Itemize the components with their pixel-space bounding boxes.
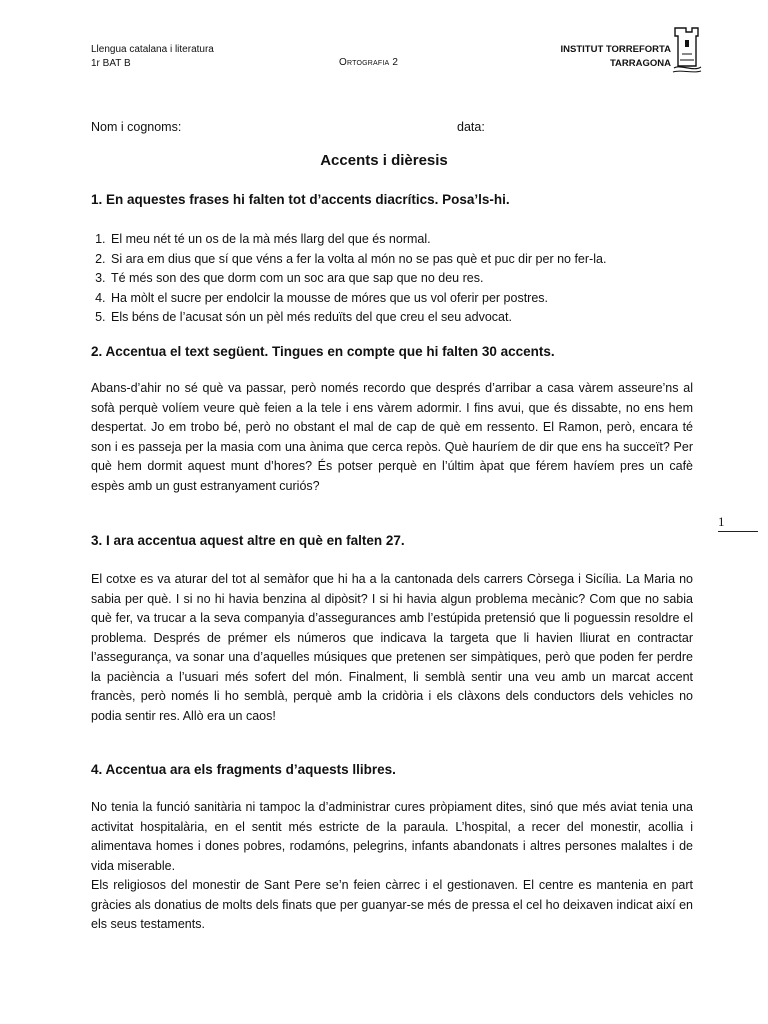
question-2-heading: 2. Accentua el text següent. Tingues en compte que hi falten 30 accents. [91,344,555,359]
header-left [91,43,214,71]
page-title: Accents i dièresis [320,152,448,169]
fragment-1: No tenia la funció sanitària ni tampoc la d’administrar cures pròpiament dites, sinó que més aviat tenia una activitat hospitalària, en el sentit més estricte de la paraula. L’hospital, a recer del monestir, acollia i alimentava homes i dones pobres, rodamóns, pelegrins, infants abandonats i altres persones malaltes i de vida miserable. [91,800,693,873]
school-name: INSTITUT TORREFORTA [560,44,671,55]
fragment-2: Els religiosos del monestir de Sant Pere se’n feien càrrec i el gestionaven. El centre es mantenia en part gràcies als donatius de molts dels finats que per guanyar-se més de pressa el cel ho deixaven indicat així en els seus testaments. [91,878,693,931]
header-right [561,43,671,71]
sentence-list [91,230,709,328]
tower-icon [672,26,702,74]
question-4-heading: 4. Accentua ara els fragments d’aquests llibres. [91,762,396,777]
subject-label: Llengua catalana i literatura [91,44,214,55]
question-3-text: El cotxe es va aturar del tot al semàfor que hi ha a la cantonada dels carrers Còrsega i Sicília. La Maria no sabia per què. I si no hi havia benzina al dipòsit? I si hi havia algun problema mecànic? Com que no sabia què fer, va trucar a la seva companyia d’assegurances amb l’estúpida pretensió que li poguessin resoldre el problema. Després de prémer els números que indicava la targeta que li havien lliurat en contractar l’assegurança, va sonar una d’aquelles músiques que pretenen ser simpàtiques, però que poden fer perdre la paciència a l’usuari més sofert del món. Finalment, li semblà sentir una veu amb un marcat accent francès, però només li ho semblà, perquè amb la cridòria i els clàxons dels conductors dels vehicles no podia sentir res. Allò era un caos! [91,572,693,723]
sentence-item: 3. Té més son des que dorm com un soc ara que sap que no deu res. [109,269,709,289]
question-4-text [91,798,693,935]
page-number: 1 [718,514,725,529]
page-number-rule [718,531,758,532]
course-label: 1r BAT B [91,58,131,69]
question-1-heading: 1. En aquestes frases hi falten tot d’accents diacrítics. Posa’ls-hi. [91,192,510,207]
question-2-text: Abans-d’ahir no sé què va passar, però només recordo que després d’arribar a casa vàrem asseure’ns al sofà perquè volíem veure què feien a la tele i ens vàrem adormir. I fins avui, que és dissabte, no ens hem despertat. Jo em trobo bé, però no obstant el mal de cap de què em ressento. El Ramon, però, encara té son i es passeja per la masia com una ànima que cerca repòs. Què hauríem de dir que ens ha succeït? Per què hem dormit aquest munt d’hores? És potser perquè en l’últim àpat que férem havíem pres un cafè espès amb un gust estranyament curiós? [91,381,693,493]
question-3-heading: 3. I ara accentua aquest altre en què en falten 27. [91,533,405,548]
date-label: data: [457,120,485,134]
sentence-item: 4. Ha mòlt el sucre per endolcir la mousse de móres que us vol oferir per postres. [109,289,709,309]
name-label: Nom i cognoms: [91,120,182,134]
document-code: Ortografia 2 [339,57,399,68]
name-date-row [91,120,677,134]
sentence-item: 1. El meu nét té un os de la mà més llarg del que és normal. [109,230,709,250]
sentence-item: 5. Els béns de l’acusat són un pèl més reduïts del que creu el seu advocat. [109,308,709,328]
school-city: TARRAGONA [609,58,671,69]
sentence-item: 2. Si ara em dius que sí que véns a fer la volta al món no se pas què et puc dir per no fer-la. [109,250,709,270]
